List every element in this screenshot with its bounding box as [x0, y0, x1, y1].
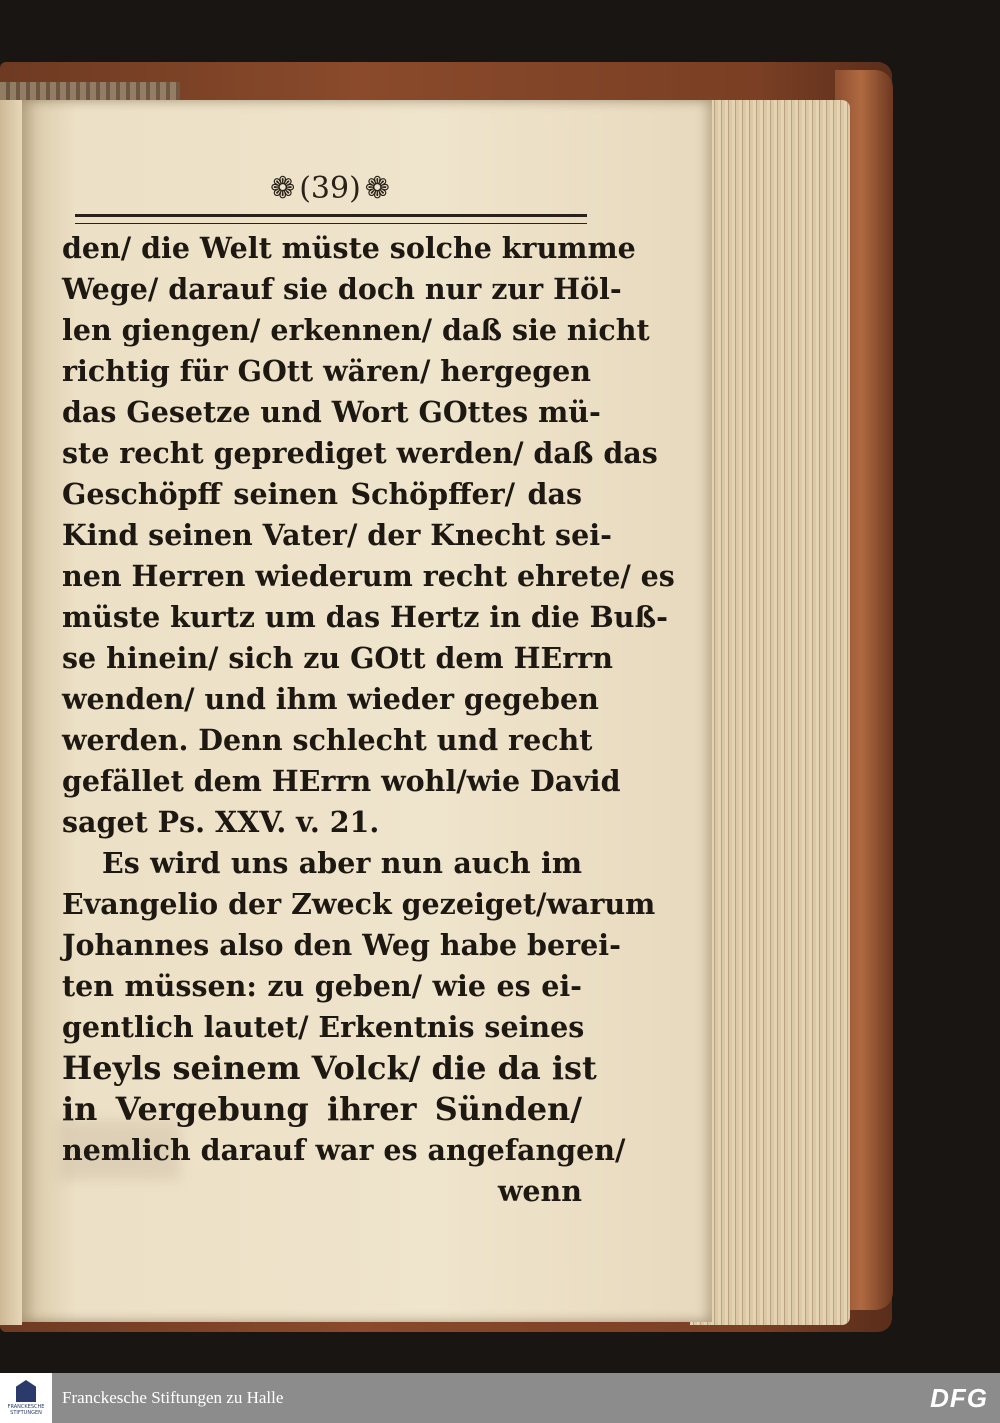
institution-logo [0, 1373, 52, 1423]
page-text [62, 228, 675, 1212]
dfg-logo: DFG [930, 1383, 988, 1413]
text-line: richtig für GOtt wären/ hergegen [62, 354, 592, 388]
text-line: ten müssen: zu geben/ wie es ei- [62, 969, 582, 1003]
page-stack [690, 100, 850, 1325]
flower-ornament-icon: ❁ [364, 170, 390, 206]
text-line: Wege/ darauf sie doch nur zur Höl- [62, 272, 622, 306]
text-line: wenden/ und ihm wieder gegeben [62, 682, 599, 716]
text-line: saget Ps. XXV. v. 21. [62, 805, 380, 839]
building-icon [16, 1380, 36, 1402]
text-line: Heyls seinem Volck/ die da ist [62, 1049, 597, 1087]
header-rule [75, 214, 587, 224]
text-line: nen Herren wiederum recht ehrete/ es [62, 559, 675, 593]
page-number: (39) [299, 170, 361, 206]
text-line: se hinein/ sich zu GOtt dem HErrn [62, 641, 614, 675]
text-line: werden. Denn schlecht und recht [62, 723, 593, 757]
headband [0, 82, 180, 100]
text-line: müste kurtz um das Hertz in die Buß- [62, 600, 668, 634]
text-line: nemlich darauf war es angefangen/ [62, 1133, 626, 1167]
text-line: den/ die Welt müste solche krumme [62, 231, 636, 265]
page-header [240, 168, 420, 208]
text-line: das Gesetze und Wort GOttes mü- [62, 395, 601, 429]
text-line: Evangelio der Zweck gezeiget/warum [62, 887, 656, 921]
text-line: len giengen/ erkennen/ daß sie nicht [62, 313, 650, 347]
text-line: in Vergebung ihrer Sünden/ [62, 1090, 582, 1128]
text-line: Johannes also den Weg habe berei- [62, 928, 621, 962]
text-line: Kind seinen Vater/ der Knecht sei- [62, 518, 612, 552]
footer-bar [0, 1373, 1000, 1423]
text-line: Es wird uns aber nun auch im [102, 846, 582, 880]
flower-ornament-icon: ❁ [270, 170, 296, 206]
text-line: ste recht geprediget werden/ daß das [62, 436, 658, 470]
verso-page-edge [0, 100, 22, 1325]
text-line: gentlich lautet/ Erkentnis seines [62, 1010, 585, 1044]
text-line: Geschöpff seinen Schöpffer/ das [62, 477, 582, 511]
logo-text: FRANCKESCHE STIFTUNGEN [7, 1404, 45, 1416]
text-line: gefället dem HErrn wohl/wie David [62, 764, 621, 798]
catchword: wenn [497, 1174, 582, 1208]
institution-name[interactable]: Franckesche Stiftungen zu Halle [62, 1388, 284, 1407]
